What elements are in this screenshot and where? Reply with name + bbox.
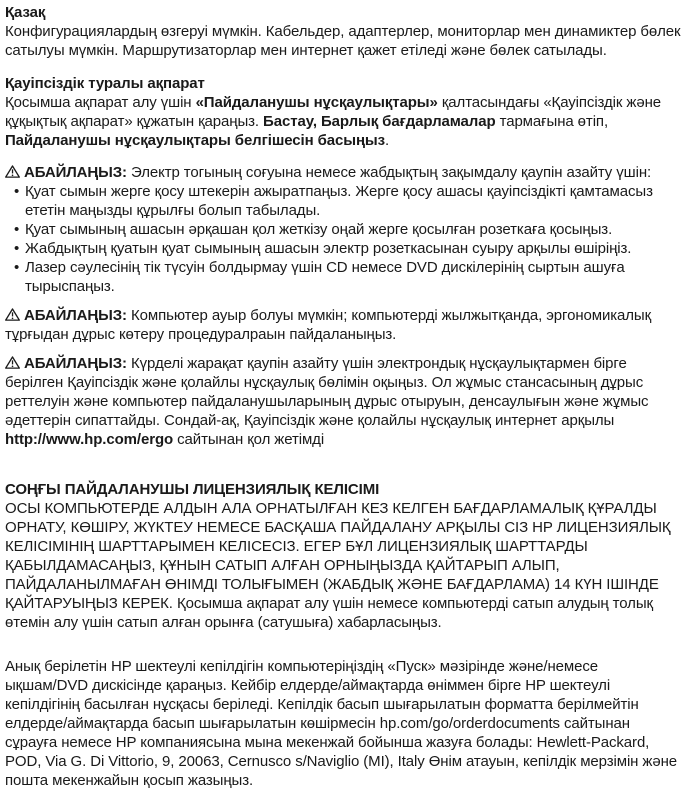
safety-paragraph	[5, 93, 685, 150]
eula-section	[5, 480, 685, 632]
user-guides-icon-label: Пайдаланушы нұсқаулықтары белгішесін басыңыз	[5, 132, 385, 149]
warning-label: АБАЙЛАҢЫЗ:	[24, 307, 127, 324]
warning-bullet-list	[5, 182, 685, 296]
warning-paragraph	[5, 354, 685, 449]
warning-text: Электр тогының соғуына немесе жабдықтың зақымдалу қаупін азайту үшін:	[131, 164, 652, 181]
warning-bullet: • Лазер сәулесінің тік түсуін болдырмау үшін CD немесе DVD дискілерінің сыртын ашуға тырыспаңыз.	[14, 258, 685, 296]
warning-block-heavy-computer	[5, 306, 685, 344]
warning-bullet: • Жабдықтың қуатын қуат сымының ашасын электр розеткасынан суыру арқылы өшіріңіз.	[14, 239, 685, 258]
eula-heading: СОҢҒЫ ПАЙДАЛАНУШЫ ЛИЦЕНЗИЯЛЫҚ КЕЛІСІМІ	[5, 481, 380, 498]
warning-block-serious-injury	[5, 354, 685, 449]
text-run: Қосымша ақпарат алу үшін	[5, 94, 196, 111]
warning-text: сайтынан қол жетімді	[173, 431, 325, 448]
language-heading: Қазақ	[5, 4, 46, 21]
warning-label: АБАЙЛАҢЫЗ:	[24, 355, 127, 372]
eula-body: ОСЫ КОМПЬЮТЕРДЕ АЛДЫН АЛА ОРНАТЫЛҒАН КЕЗ КЕЛГЕН БАҒДАРЛАМАЛЫҚ ҚҰРАЛДЫ ОРНАТУ, КӨШІРУ, ЖҮКТЕУ НЕМЕСЕ БАСҚАША ПАЙДАЛАНУ АРҚЫЛЫ СІЗ HP ЛИЦЕНЗИЯЛЫҚ КЕЛІСІМІНІҢ ШАРТТАРЫМЕН КЕЛІСЕСІЗ. ЕГЕР БҰЛ ЛИЦЕНЗИЯЛЫҚ ШАРТТАРДЫ ҚАБЫЛДАМАСАҢЫЗ, ҚҰНЫН САТЫП АЛҒАН ОРНЫҢЫЗДА ҚАЙТАРЫП АЛЫП, ПАЙДАЛАНЫЛМАҒАН ӨНІМДІ ТОЛЫҒЫМЕН (ЖАБДЫҚ ЖӘНЕ БАҒДАРЛАМА) 14 КҮН ІШІНДЕ ҚАЙТАРУЫҢЫЗ КЕРЕК. Қосымша ақпарат алу үшін немесе компьютерді сатып алудың толық өтемін алу үшін сатып алған орынға (сатушыға) хабарласыңыз.	[5, 500, 671, 631]
ergo-url: http://www.hp.com/ergo	[5, 431, 174, 448]
start-all-programs-label: Бастау, Барлық бағдарламалар	[263, 113, 496, 130]
user-guides-folder-label: «Пайдаланушы нұсқаулықтары»	[195, 94, 438, 111]
text-run: қалтасындағы «Қауіпсіздік және құқықтық ақпарат» құжатын қараңыз.	[5, 94, 662, 130]
warning-triangle-icon	[5, 163, 20, 182]
warning-paragraph	[5, 306, 685, 344]
intro-paragraph: Конфигурациялардың өзгеруі мүмкін. Кабельдер, адаптерлер, мониторлар мен динамиктер бөлек сатылуы мүмкін. Маршрутизаторлар мен интернет қажет етіледі және бөлек сатылады.	[5, 23, 681, 59]
warranty-paragraph: Анық берілетін HP шектеулі кепілдігін компьютеріңіздің «Пуск» мәзірінде және/немесе ықшам/DVD дискісінде қараңыз. Кейбір елдерде/аймақтарда өніммен бірге HP шектеулі кепілдігінің басылған нұсқасы беріледі. Кепілдік басып шығарылатын форматта берілмейтін елдерде/аймақтарда басып шығарылатын көшірмесін hp.com/go/orderdocuments сайтынан сұрауға немесе HP компаниясына мына мекенжай бойынша жазуға болады: Hewlett-Packard, POD, Via G. Di Vittorio, 9, 20063, Cernusco s/Naviglio (MI), Italy Өнім атауын, кепілдік мерзімін және пошта мекенжайын қосып жазыңыз.	[5, 658, 678, 789]
warning-label: АБАЙЛАҢЫЗ:	[24, 164, 127, 181]
warning-paragraph	[5, 163, 685, 182]
safety-info-heading: Қауіпсіздік туралы ақпарат	[5, 75, 205, 92]
warning-bullet: • Қуат сымын жерге қосу штекерін ажыратпаңыз. Жерге қосу ашасы қауіпсіздікті қамтамасыз ететін маңызды құрылғы болып табылады.	[14, 182, 685, 220]
warning-bullet: • Қуат сымының ашасын әрқашан қол жеткізу оңай жерге қосылған розеткаға қосыңыз.	[14, 220, 685, 239]
warning-triangle-icon	[5, 306, 20, 325]
warning-triangle-icon	[5, 354, 20, 373]
text-run: тармағына өтіп,	[495, 113, 609, 130]
warning-block-electric-shock	[5, 163, 685, 296]
text-run: .	[385, 132, 390, 149]
warning-text: Күрделі жарақат қаупін азайту үшін электрондық нұсқаулықтармен бірге берілген Қауіпсіздік және қолайлы нұсқаулық бөлімін оқыңыз. Ол жұмыс стансасының дұрыс реттелуін және компьютер пайдаланушыларының дұрыс отыруын, денсаулығын және жұмыс әдеттерін сипаттайды. Сондай-ақ, Қауіпсіздік және қолайлы нұсқаулық интернет арқылы	[5, 355, 649, 429]
warning-text: Компьютер ауыр болуы мүмкін; компьютерді жылжытқанда, эргономикалық тұрғыдан дұрыс көтеру процедуралраын пайдаланыңыз.	[5, 307, 652, 343]
